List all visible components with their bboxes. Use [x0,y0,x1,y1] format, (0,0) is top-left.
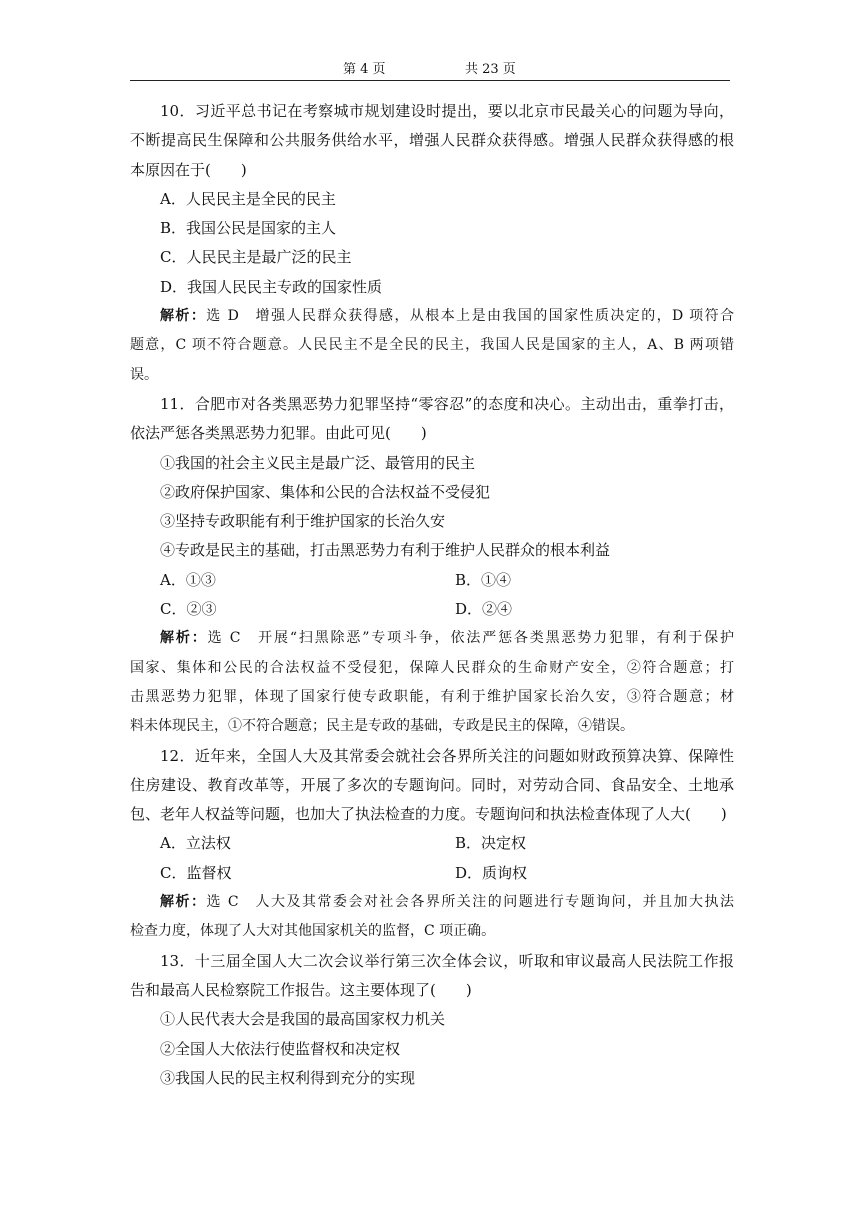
question-stem-line: 11．合肥市对各类黑恶势力犯罪坚持“零容忍”的态度和决心。主动出击，重拳打击， [160,394,734,413]
question-stem-line: 依法严惩各类黑恶势力犯罪。由此可见( ) [130,424,427,443]
option-c: C．人民民主是最广泛的民主 [160,248,352,267]
question-11 [130,390,734,742]
statement-3: ③坚持专政职能有利于维护国家的长治久安 [160,512,446,531]
option-c: C．②③ [160,600,217,619]
header-divider [130,80,730,81]
question-stem-line: 不断提高民生保障和公共服务供给水平，增强人民群众获得感。增强人民群众获得感的根 [130,131,734,150]
analysis-label: 解析： [160,894,207,911]
option-row [130,859,734,888]
option-d: D．质询权 [455,863,528,882]
analysis-text: 选 D 增强人民群众获得感，从根本上是由我国的国家性质决定的，D 项符合 [206,308,734,325]
analysis-line [130,624,734,653]
analysis-line: 题意，C 项不符合题意。人民民主不是全民的民主，我国人民是国家的主人，A、B 两项错 [130,337,734,354]
statement-3: ③我国人民的民主权利得到充分的实现 [160,1068,416,1087]
document-body [130,97,734,1093]
statement-2: ②全国人大依法行使监督权和决定权 [160,1039,401,1058]
analysis-label: 解析： [160,308,207,325]
analysis-line: 误。 [130,366,158,383]
option-a: A．人民民主是全民的民主 [160,189,336,208]
question-stem-line: 告和最高人民检察院工作报告。这主要体现了( ) [130,980,472,999]
question-stem-line: 本原因在于( ) [130,160,247,179]
option-row [130,595,734,624]
option-a: A．立法权 [160,834,231,853]
analysis-line: 击黑恶势力犯罪，体现了国家行使专政职能，有利于维护国家长治久安，③符合题意；材 [130,688,734,705]
option-c: C．监督权 [160,863,232,882]
analysis-line: 检查力度，体现了人大对其他国家机关的监督，C 项正确。 [130,923,496,940]
option-d: D．②④ [455,600,513,619]
option-row [130,829,734,858]
statement-1: ①我国的社会主义民主是最广泛、最管用的民主 [160,453,476,472]
question-13 [130,947,734,1093]
option-row [130,566,734,595]
question-stem-line: 住房建设、教育改革等，开展了多次的专题询问。同时，对劳动合同、食品安全、土地承 [130,775,734,794]
analysis-line: 国家、集体和公民的合法权益不受侵犯，保障人民群众的生命财产安全，②符合题意；打 [130,659,734,676]
analysis-text: 选 C 人大及其常委会对社会各界所关注的问题进行专题询问，并且加大执法 [206,894,734,911]
analysis-text: 选 C 开展“扫黑除恶”专项斗争，依法严惩各类黑恶势力犯罪，有利于保护 [207,630,734,647]
option-b: B．决定权 [455,834,527,853]
option-d: D．我国人民民主专政的国家性质 [160,277,383,296]
question-stem-line: 包、老年人权益等问题，也加大了执法检查的力度。专题询问和执法检查体现了人大( ) [130,805,727,824]
option-b: B．我国公民是国家的主人 [160,219,337,238]
option-a: A．①③ [160,570,216,589]
analysis-line [130,888,734,917]
question-stem-line: 13．十三届全国人大二次会议举行第三次全体会议，听取和审议最高人民法院工作报 [160,951,734,970]
statement-4: ④专政是民主的基础，打击黑恶势力有利于维护人民群众的根本利益 [160,541,611,560]
analysis-label: 解析： [160,630,208,647]
question-12 [130,742,734,947]
analysis-line: 料未体现民主，①不符合题意；民主是专政的基础，专政是民主的保障，④错误。 [130,718,634,735]
question-stem-line: 12．近年来，全国人大及其常委会就社会各界所关注的问题如财政预算决算、保障性 [160,746,734,765]
option-b: B．①④ [455,570,512,589]
statement-1: ①人民代表大会是我国的最高国家权力机关 [160,1010,446,1029]
question-10 [130,97,734,390]
page-number: 第 4 页 [343,62,386,77]
question-stem-line: 10．习近平总书记在考察城市规划建设时提出，要以北京市民最关心的问题为导向， [160,102,734,120]
page-total: 共 23 页 [465,62,516,77]
statement-2: ②政府保护国家、集体和公民的合法权益不受侵犯 [160,482,491,501]
analysis-line [130,302,734,331]
page-header [130,62,730,80]
